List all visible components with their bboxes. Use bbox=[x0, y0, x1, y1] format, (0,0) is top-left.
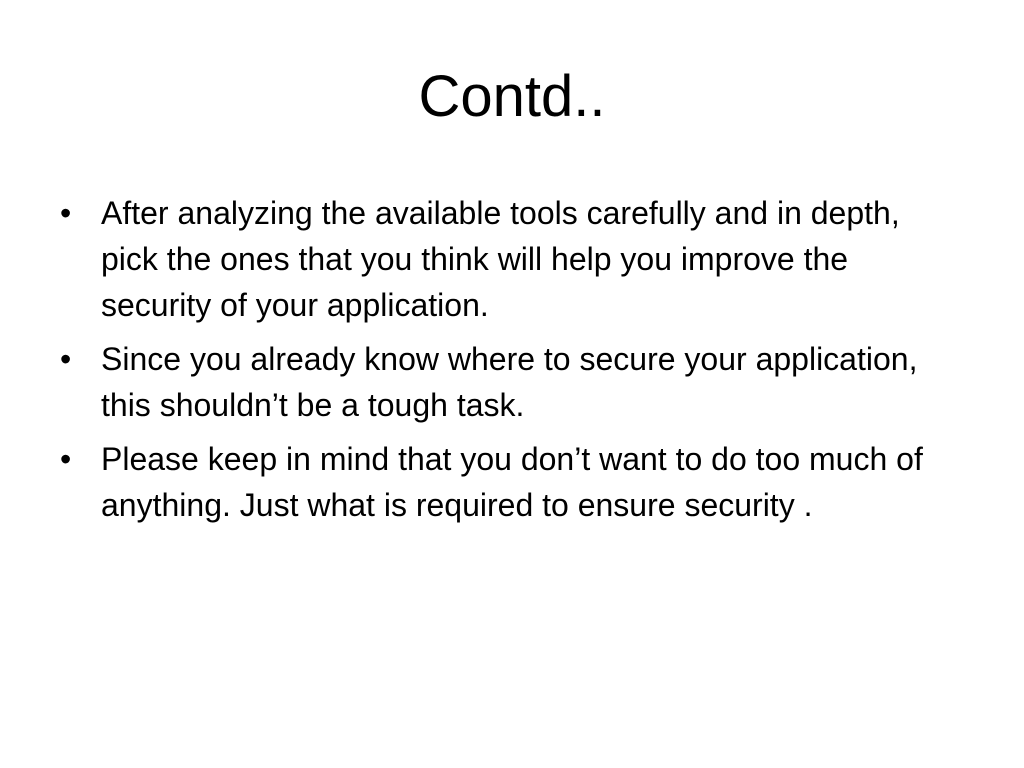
bullet-text: Since you already know where to secure your application, this shouldn’t be a tough task. bbox=[101, 341, 918, 423]
bullet-dot-icon: • bbox=[60, 341, 72, 377]
bullet-text: After analyzing the available tools carefully and in depth, pick the ones that you think will help you improve the security of your application. bbox=[101, 195, 900, 323]
bullet-item-1 bbox=[56, 190, 956, 328]
slide-title: Contd.. bbox=[418, 64, 606, 129]
bullet-item-2 bbox=[56, 336, 956, 428]
bullet-list bbox=[56, 190, 956, 536]
bullet-item-3 bbox=[56, 436, 956, 528]
bullet-dot-icon: • bbox=[60, 195, 72, 231]
bullet-dot-icon: • bbox=[60, 441, 72, 477]
bullet-text: Please keep in mind that you don’t want to do too much of anything. Just what is required to ensure security . bbox=[101, 441, 923, 523]
